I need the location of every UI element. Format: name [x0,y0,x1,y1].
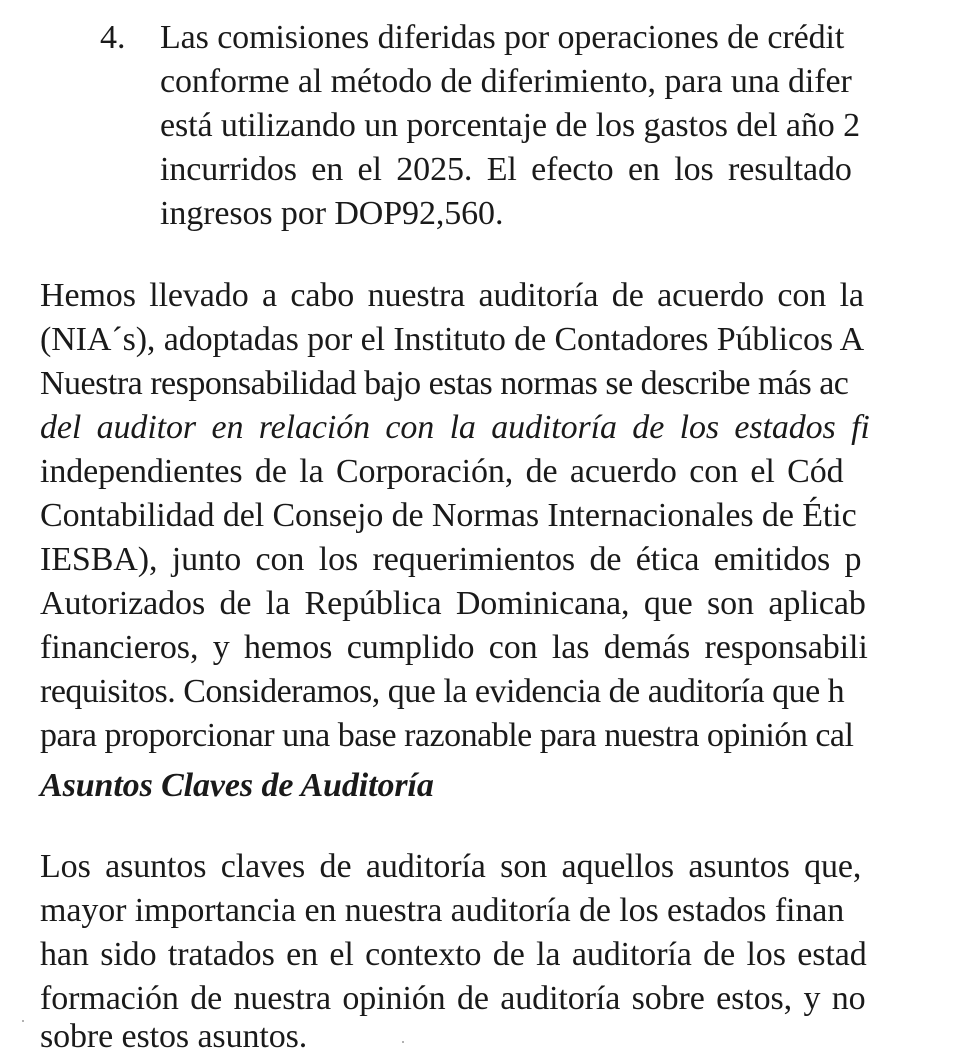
paragraph-line: formación de nuestra opinión de auditoría sobre estos, y no [40,980,866,1017]
paragraph-line-italic: del auditor en relación con la auditoría de los estados fi [40,409,870,446]
paragraph-line: mayor importancia en nuestra auditoría de los estados finan [40,892,845,929]
list-item-line: Las comisiones diferidas por operaciones de crédit [160,19,845,56]
paragraph-line: Hemos llevado a cabo nuestra auditoría de acuerdo con la [40,277,864,314]
scan-speck [402,1041,404,1043]
list-item-line: conforme al método de diferimiento, para una difer [160,63,852,100]
list-item-number: 4. [100,19,126,56]
paragraph-line: Los asuntos claves de auditoría son aquellos asuntos que, [40,848,862,885]
list-item-line: incurridos en el 2025. El efecto en los resultado [160,151,852,188]
paragraph-line: han sido tratados en el contexto de la auditoría de los estad [40,936,867,973]
list-item-line: ingresos por DOP92,560. [160,195,504,232]
paragraph-line: IESBA), junto con los requerimientos de ética emitidos p [40,541,862,578]
paragraph-line: Contabilidad del Consejo de Normas Internacionales de Étic [40,497,857,534]
paragraph-line: para proporcionar una base razonable para nuestra opinión cal [40,717,854,754]
paragraph-line: Nuestra responsabilidad bajo estas normas se describe más ac [40,365,849,402]
paragraph-line: (NIA´s), adoptadas por el Instituto de Contadores Públicos A [40,321,865,358]
paragraph-line: requisitos. Consideramos, que la evidencia de auditoría que h [40,673,845,710]
section-heading: Asuntos Claves de Auditoría [40,767,434,804]
paragraph-line: independientes de la Corporación, de acuerdo con el Cód [40,453,844,490]
scan-speck [22,1020,24,1022]
paragraph-line: financieros, y hemos cumplido con las demás responsabili [40,629,868,666]
paragraph-line: Autorizados de la República Dominicana, que son aplicab [40,585,866,622]
list-item-line: está utilizando un porcentaje de los gastos del año 2 [160,107,861,144]
paragraph-line: sobre estos asuntos. [40,1018,308,1051]
